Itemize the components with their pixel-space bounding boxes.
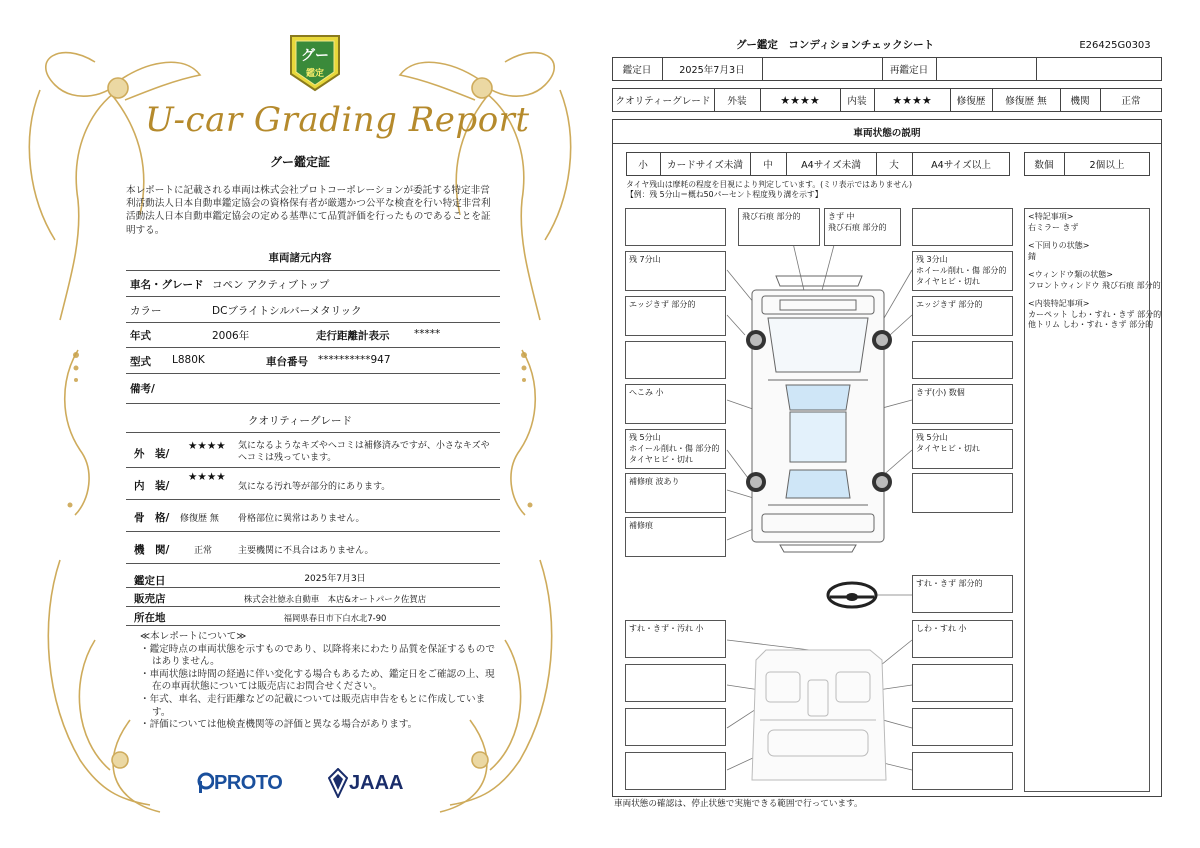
engine-label: 機関 bbox=[1070, 96, 1090, 107]
damage-box bbox=[625, 664, 726, 702]
undercarriage-title: <下回りの状態> bbox=[1028, 241, 1090, 250]
damage-box: すれ・きず・汚れ 小 bbox=[625, 620, 726, 658]
size-large-desc: A4サイズ以上 bbox=[931, 160, 991, 171]
frame-status: 修復歴 無 bbox=[180, 514, 219, 524]
certificate-statement: 本レポートに記載される車両は株式会社プロトコーポレーションが委託する特定非営利活動法人日本自動車鑑定協会の資格保有者が厳選かつ公平な検査を行い特定非営利活動法人日本自動車鑑定協会の定める基準にて品質評価を行ったものであることを証明する。 bbox=[126, 185, 491, 236]
interior-label: 内 装/ bbox=[134, 480, 170, 492]
damage-box: エッジきず 部分的 bbox=[625, 296, 726, 336]
divider bbox=[126, 270, 500, 271]
divider bbox=[126, 432, 500, 433]
interior-notes-text: 他トリム しわ・すれ・きず 部分的 bbox=[1028, 320, 1154, 329]
engine-value: 正常 bbox=[1121, 96, 1141, 107]
size-large-label: 大 bbox=[889, 160, 899, 171]
note-item: ・車両状態は時間の経過に伴い変化する場合もあるため、鑑定日をご確認の上、現在の車両状態については販売店にお問合せください。 bbox=[140, 668, 495, 693]
special-notes-title: <特記事項> bbox=[1028, 212, 1074, 221]
damage-box: すれ・きず 部分的 bbox=[912, 575, 1013, 613]
interior-label: 内装 bbox=[847, 96, 867, 107]
engine-label: 機 関/ bbox=[134, 544, 170, 556]
chassis-value: **********947 bbox=[318, 354, 391, 366]
divider bbox=[126, 587, 500, 588]
report-notes bbox=[140, 631, 500, 732]
grading-date-label: 鑑定日 bbox=[134, 575, 166, 587]
divider bbox=[126, 467, 500, 468]
damage-box: エッジきず 部分的 bbox=[912, 296, 1013, 336]
divider bbox=[126, 531, 500, 532]
year-label: 年式 bbox=[130, 330, 151, 342]
damage-box bbox=[912, 473, 1013, 513]
damage-box: 残 5分山 タイヤヒビ・切れ bbox=[912, 429, 1013, 469]
count-label: 数個 bbox=[1034, 160, 1054, 171]
proto-logo-text: PROTO bbox=[214, 772, 283, 794]
exterior-label: 外装 bbox=[727, 96, 747, 107]
remarks-label: 備考/ bbox=[130, 383, 155, 395]
note-item: ・年式、車名、走行距離などの記載については販売店申告をもとに作成しています。 bbox=[140, 693, 486, 718]
car-name-label: 車名・グレード bbox=[130, 279, 204, 291]
size-small-label: 小 bbox=[638, 160, 648, 171]
tire-note-example: 【例：残 5分山＝概ね50パーセント程度残り溝を示す】 bbox=[626, 189, 823, 199]
damage-box bbox=[625, 708, 726, 746]
special-notes-panel bbox=[1024, 208, 1162, 792]
interior-notes-text: カーペット しわ・すれ・きず 部分的 bbox=[1028, 309, 1162, 319]
size-medium-desc: A4サイズ未満 bbox=[801, 160, 861, 171]
mileage-label: 走行距離計表示 bbox=[316, 330, 390, 342]
damage-box: へこみ 小 bbox=[625, 384, 726, 424]
size-small-desc: カードサイズ未満 bbox=[667, 160, 743, 171]
color-value: DCブライトシルバーメタリック bbox=[212, 305, 362, 317]
dealer-label: 販売店 bbox=[134, 593, 166, 605]
damage-box: 残 3分山 ホイール削れ・傷 部分的 タイヤヒビ・切れ bbox=[912, 251, 1013, 291]
frame-label: 骨 格/ bbox=[134, 512, 170, 524]
damage-box: きず 中 飛び石痕 部分的 bbox=[824, 208, 901, 246]
grading-date-value: 2025年7月3日 bbox=[679, 65, 745, 76]
address-value: 福岡県春日市下白水北7-90 bbox=[283, 613, 387, 623]
interior-notes-title: <内装特記事項> bbox=[1028, 299, 1090, 308]
damage-box bbox=[912, 341, 1013, 379]
divider bbox=[126, 563, 500, 564]
quality-grade-label: クオリティーグレード bbox=[615, 96, 711, 107]
spec-section-title: 車両諸元内容 bbox=[268, 252, 332, 264]
exterior-comment: 気になるようなキズやヘコミは補修済みですが、小さなキズやヘコミは残っています。 bbox=[238, 441, 490, 463]
damage-box: 残 5分山 ホイール削れ・傷 部分的 タイヤヒビ・切れ bbox=[625, 429, 726, 469]
color-label: カラー bbox=[130, 305, 162, 317]
model-value: L880K bbox=[172, 354, 205, 366]
damage-box bbox=[912, 752, 1013, 790]
regrade-date-label: 再鑑定日 bbox=[889, 65, 929, 76]
damage-box bbox=[912, 708, 1013, 746]
damage-box bbox=[912, 664, 1013, 702]
badge-logo: グー bbox=[301, 48, 329, 64]
certificate-title: グー鑑定証 bbox=[269, 155, 330, 169]
divider bbox=[126, 373, 500, 374]
count-desc: 2個以上 bbox=[1089, 160, 1125, 171]
damage-box bbox=[912, 208, 1013, 246]
exterior-stars: ★★★★ bbox=[780, 93, 820, 107]
goo-kantei-badge-icon bbox=[287, 32, 343, 94]
steering-wheel-icon bbox=[828, 583, 876, 607]
divider bbox=[126, 347, 500, 348]
exterior-label: 外 装/ bbox=[134, 448, 170, 460]
grading-date-value: 2025年7月3日 bbox=[304, 574, 366, 584]
condition-check-sheet bbox=[600, 0, 1200, 848]
proto-logo-icon bbox=[196, 772, 214, 794]
quality-section-title: クオリティーグレード bbox=[248, 415, 352, 427]
size-medium-label: 中 bbox=[763, 160, 773, 171]
chassis-label: 車台番号 bbox=[266, 356, 308, 368]
year-value: 2006年 bbox=[212, 330, 250, 342]
condition-title: 車両状態の説明 bbox=[612, 120, 1162, 144]
divider bbox=[126, 606, 500, 607]
interior-stars: ★★★★ bbox=[892, 93, 932, 107]
damage-box: 飛び石痕 部分的 bbox=[738, 208, 820, 246]
divider bbox=[126, 403, 500, 404]
damage-box: きず(小) 数個 bbox=[912, 384, 1013, 424]
report-script-title: U-car Grading Report bbox=[145, 100, 530, 140]
damage-box: しわ・すれ 小 bbox=[912, 620, 1013, 658]
damage-box bbox=[625, 341, 726, 379]
grading-date-label: 鑑定日 bbox=[622, 65, 652, 76]
jaaa-logo-icon bbox=[328, 768, 348, 798]
exterior-stars: ★★★★ bbox=[188, 440, 226, 452]
divider bbox=[126, 499, 500, 500]
damage-box: 残 7分山 bbox=[625, 251, 726, 291]
notes-title: ≪本レポートについて≫ bbox=[140, 631, 247, 642]
divider bbox=[126, 625, 500, 626]
engine-status: 正常 bbox=[194, 546, 213, 556]
sheet-code: E26425G0303 bbox=[1079, 39, 1151, 51]
damage-box bbox=[625, 752, 726, 790]
note-item: ・鑑定時点の車両状態を示すものであり、以降将来にわたり品質を保証するものではありません。 bbox=[140, 643, 495, 668]
divider bbox=[126, 296, 500, 297]
engine-comment: 主要機関に不具合はありません。 bbox=[238, 546, 374, 556]
window-title: <ウィンドウ類の状態> bbox=[1028, 270, 1113, 279]
damage-box bbox=[625, 208, 726, 246]
frame-comment: 骨格部位に異常はありません。 bbox=[238, 514, 365, 524]
window-text: フロントウィンドウ 飛び石痕 部分的 bbox=[1028, 280, 1161, 290]
tire-note-line: タイヤ残山は摩耗の程度を目視により判定しています。(ミリ表示ではありません) bbox=[626, 180, 912, 189]
jaaa-logo-text: JAAA bbox=[349, 772, 404, 794]
interior-stars: ★★★★ bbox=[188, 471, 226, 483]
dealer-value: 株式会社徳永自動車 本店&オートパーク佐賀店 bbox=[243, 594, 427, 604]
repair-history-label: 修復歴 bbox=[956, 96, 986, 107]
note-item: ・評価については他検査機関等の評価と異なる場合があります。 bbox=[140, 719, 418, 731]
address-label: 所在地 bbox=[134, 612, 166, 624]
car-name-value: コペン アクティブトップ bbox=[212, 279, 330, 291]
undercarriage-text: 錆 bbox=[1028, 251, 1036, 261]
divider bbox=[126, 322, 500, 323]
sheet-title: グー鑑定 コンディションチェックシート bbox=[735, 38, 935, 51]
damage-box: 補修痕 波あり bbox=[625, 473, 726, 513]
model-label: 型式 bbox=[130, 356, 151, 368]
special-notes-text: 右ミラー きず bbox=[1028, 222, 1079, 232]
interior-comment: 気になる汚れ等が部分的にあります。 bbox=[238, 482, 391, 492]
badge-label: 鑑定 bbox=[305, 69, 325, 79]
sheet-footer-note: 車両状態の確認は、停止状態で実施できる範囲で行っています。 bbox=[614, 799, 863, 809]
damage-box: 補修痕 bbox=[625, 517, 726, 557]
repair-history-value: 修復歴 無 bbox=[1005, 96, 1047, 107]
mileage-value: ***** bbox=[414, 328, 441, 340]
